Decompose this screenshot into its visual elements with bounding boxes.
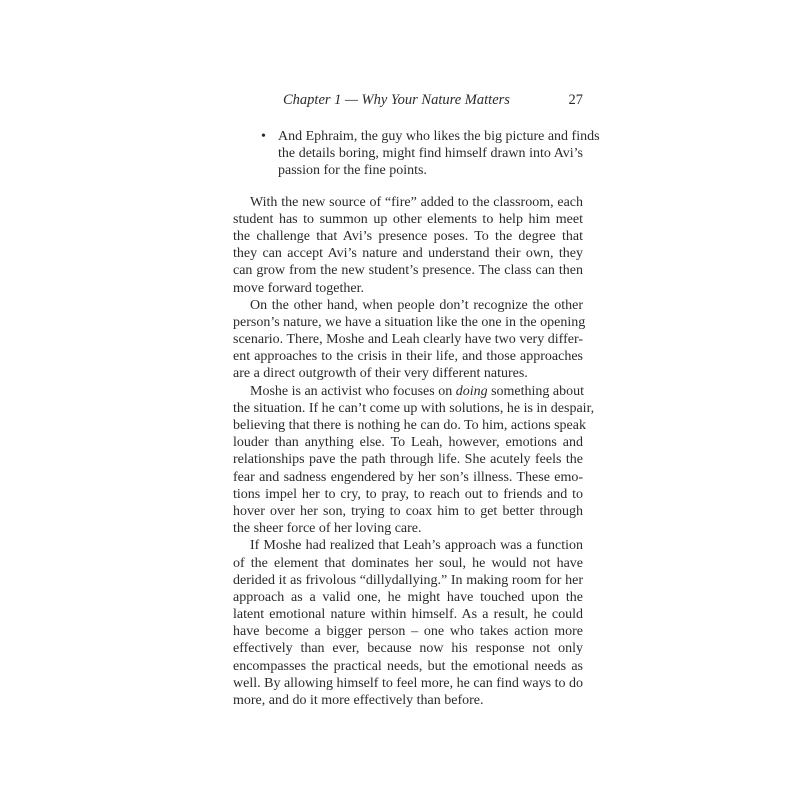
text-line: hover over her son, trying to coax him to get better through [233, 503, 583, 519]
text-line: louder than anything else. To Leah, however, emotions and [233, 435, 583, 451]
text-line: the details boring, might find himself drawn into Avi’s [278, 146, 583, 162]
page-number: 27 [568, 92, 583, 108]
text-line: derided it as frivolous “dillydallying.” In making room for her [233, 572, 583, 588]
text-line: well. By allowing himself to feel more, he can find ways to do [233, 675, 583, 691]
text-line: approach as a valid one, he might have touched upon the [233, 589, 583, 605]
text-line: the situation. If he can’t come up with solutions, he is in despair, [233, 400, 595, 416]
text-line: scenario. There, Moshe and Leah clearly have two very differ- [233, 332, 583, 348]
text-line [233, 383, 583, 400]
paragraph [233, 537, 583, 709]
text-line: ent approaches to the crisis in their life, and those approaches [233, 349, 583, 365]
text-line: passion for the fine points. [278, 163, 427, 179]
bullet-icon: • [261, 129, 266, 144]
text-line: fear and sadness engendered by her son’s illness. These emo- [233, 469, 583, 485]
paragraph [233, 383, 595, 538]
bullet-item [233, 128, 600, 180]
text-line: With the new source of “fire” added to the classroom, each [250, 194, 583, 210]
paragraph [233, 194, 583, 297]
text-line: believing that there is nothing he can do. To him, actions speak [233, 418, 586, 433]
text-line: And Ephraim, the guy who likes the big picture and finds [278, 129, 600, 144]
text-segment: something about [487, 383, 585, 399]
emphasis-text: doing [455, 383, 488, 399]
text-line: have become a bigger person – one who takes action more [233, 624, 583, 640]
text-line: are a direct outgrowth of their very different natures. [233, 366, 528, 382]
text-line: the challenge that Avi’s presence poses. To the degree that [233, 228, 583, 244]
text-line: latent emotional nature within himself. As a result, he could [233, 607, 583, 623]
running-header [233, 92, 583, 112]
text-line: of the element that dominates her soul, he would not have [233, 555, 583, 571]
text-line: more, and do it more effectively than before. [233, 693, 484, 708]
paragraph [233, 297, 586, 383]
text-line: effectively than ever, because now his response not only [233, 641, 583, 657]
text-segment: Moshe is an activist who focuses on [250, 383, 456, 399]
text-line: relationships pave the path through life. She acutely feels the [233, 452, 583, 468]
text-line: person’s nature, we have a situation like the one in the opening [233, 314, 586, 330]
text-line: can grow from the new student’s presence. The class can then [233, 263, 583, 279]
page-body [233, 128, 600, 709]
text-line: tions impel her to cry, to pray, to reach out to friends and to [233, 486, 583, 502]
text-line: If Moshe had realized that Leah’s approach was a function [250, 538, 583, 554]
text-line: the sheer force of her loving care. [233, 521, 422, 537]
chapter-title: Chapter 1 — Why Your Nature Matters [283, 92, 510, 108]
text-line: On the other hand, when people don’t recognize the other [250, 297, 583, 313]
text-line: move forward together. [233, 280, 365, 296]
text-line: they can accept Avi’s nature and understand their own, they [233, 246, 583, 262]
text-line: encompasses the practical needs, but the emotional needs as [233, 658, 583, 674]
text-line: student has to summon up other elements to help him meet [233, 211, 583, 227]
